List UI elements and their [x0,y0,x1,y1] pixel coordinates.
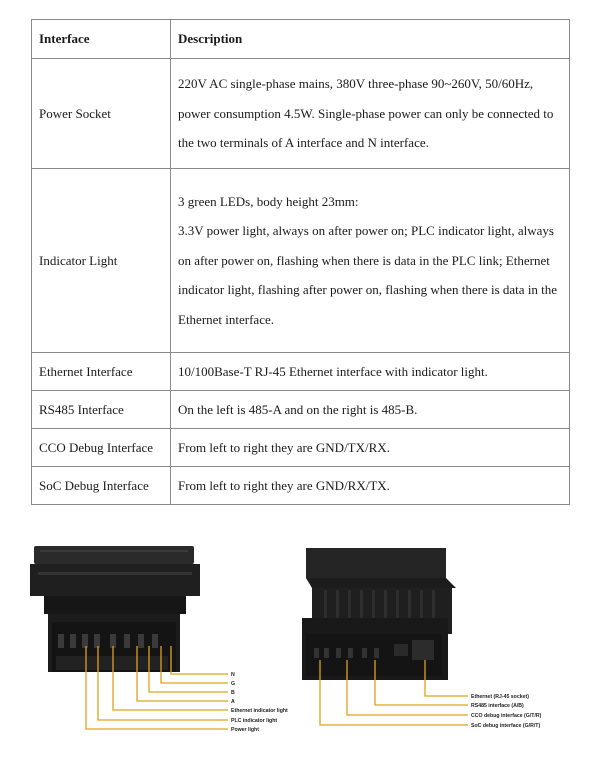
table-row [32,467,570,505]
table-header-row [32,20,570,59]
label-ethernet-socket: Ethernet (RJ-45 socket) [471,694,529,700]
interface-description: From left to right they are GND/RX/TX. [171,467,570,505]
label-plc-indicator: PLC indicator light [231,718,278,724]
table-row [32,353,570,391]
label-rs485: RS485 interface (A/B) [471,703,524,709]
device-figure [0,536,598,772]
interface-name: CCO Debug Interface [32,429,171,467]
label-soc-debug: SoC debug interface (G/R/T) [471,723,541,729]
table-row [32,169,570,353]
table-row [32,429,570,467]
label-n: N [231,672,235,678]
right-device-photo [302,548,456,680]
label-ethernet-indicator: Ethernet indicator light [231,708,288,714]
interface-description: From left to right they are GND/TX/RX. [171,429,570,467]
label-a: A [231,699,235,705]
interface-description: 220V AC single-phase mains, 380V three-phase 90~260V, 50/60Hz, power consumption 4.5W. Single-phase power can only be connected to the two terminals of A interface and N interface. [171,59,570,169]
interface-description: 3 green LEDs, body height 23mm: 3.3V power light, always on after power on; PLC indicator light, always on after power on, flashing when there is data in the PLC link; Ethernet indicator light, flashing after power on, flashing when there is data in the Ethernet interface. [171,169,570,353]
interface-description: 10/100Base-T RJ-45 Ethernet interface with indicator light. [171,353,570,391]
left-device-photo [30,546,200,672]
label-cco-debug: CCO debug interface (G/T/R) [471,713,542,719]
interface-description: On the left is 485-A and on the right is 485-B. [171,391,570,429]
device-diagram [0,536,598,772]
interface-name: Power Socket [32,59,171,169]
interface-name: RS485 Interface [32,391,171,429]
interface-name: Indicator Light [32,169,171,353]
label-g: G [231,681,236,687]
interface-table [31,19,570,505]
interface-name: Ethernet Interface [32,353,171,391]
table-row [32,391,570,429]
label-power-light: Power light [231,727,259,733]
header-interface: Interface [32,20,171,59]
table-row [32,59,570,169]
label-b: B [231,690,235,696]
header-description: Description [171,20,570,59]
interface-name: SoC Debug Interface [32,467,171,505]
